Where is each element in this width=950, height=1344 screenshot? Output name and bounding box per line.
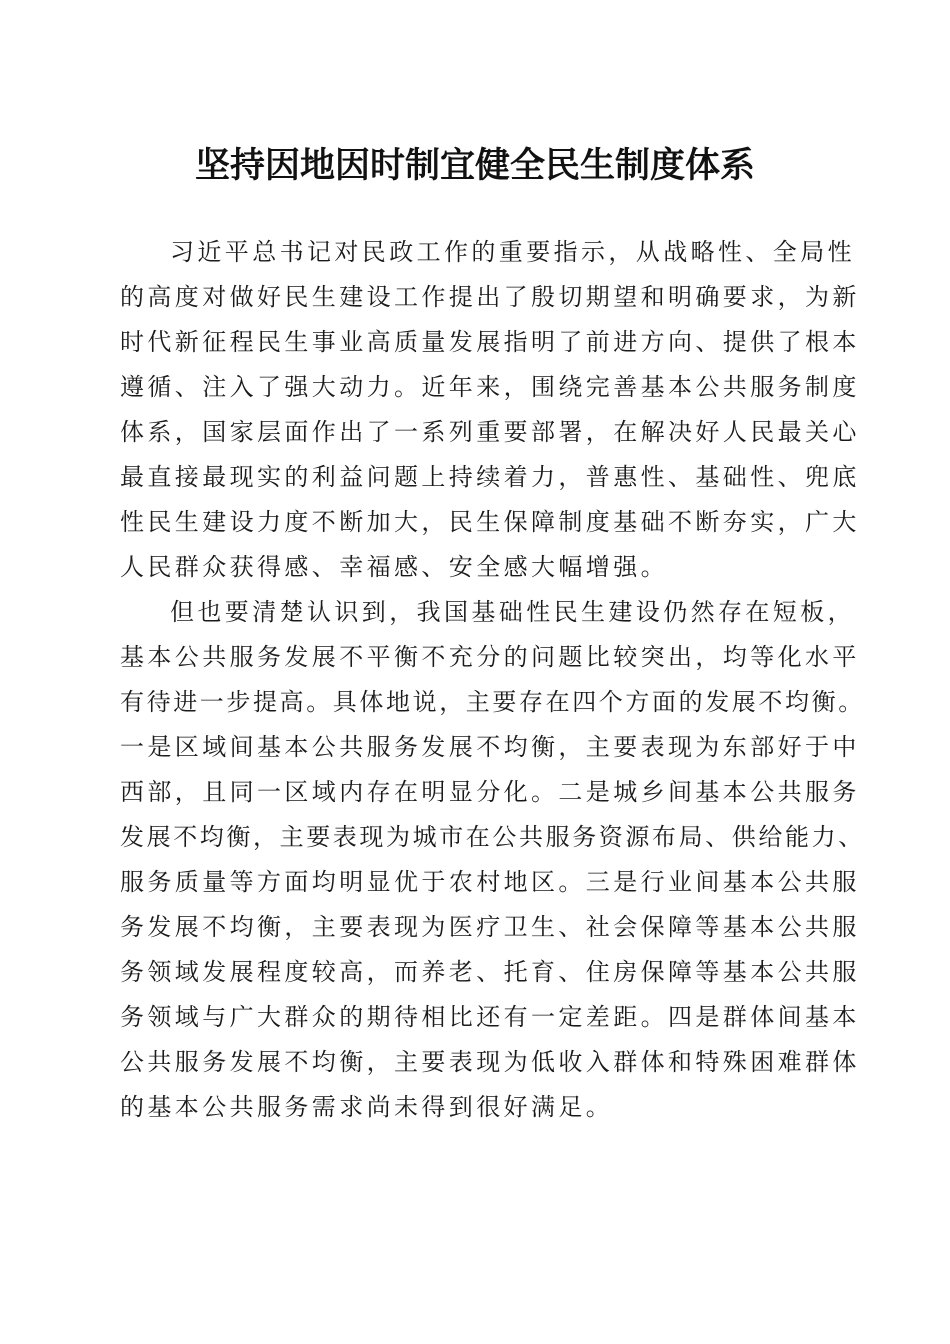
- paragraph-line: 服务质量等方面均明显优于农村地区。三是行业间基本公共服: [120, 868, 860, 896]
- paragraph-line: 习近平总书记对民政工作的重要指示，从战略性、全局性: [170, 238, 855, 266]
- paragraph-line: 务发展不均衡，主要表现为医疗卫生、社会保障等基本公共服: [120, 913, 860, 941]
- paragraph-line: 最直接最现实的利益问题上持续着力，普惠性、基础性、兜底: [120, 463, 860, 491]
- paragraph-line: 基本公共服务发展不平衡不充分的问题比较突出，均等化水平: [120, 643, 860, 671]
- paragraph-line: 时代新征程民生事业高质量发展指明了前进方向、提供了根本: [120, 328, 860, 356]
- paragraph-line: 公共服务发展不均衡，主要表现为低收入群体和特殊困难群体: [120, 1048, 860, 1076]
- paragraph-line: 性民生建设力度不断加大，民生保障制度基础不断夯实，广大: [120, 508, 860, 536]
- paragraph-line: 务领域与广大群众的期待相比还有一定差距。四是群体间基本: [120, 1003, 860, 1031]
- document-title: 坚持因地因时制宜健全民生制度体系: [194, 145, 755, 186]
- paragraph-line: 有待进一步提高。具体地说，主要存在四个方面的发展不均衡。: [120, 688, 865, 716]
- paragraph-line: 发展不均衡，主要表现为城市在公共服务资源布局、供给能力、: [120, 823, 865, 851]
- paragraph-line: 的高度对做好民生建设工作提出了殷切期望和明确要求，为新: [120, 283, 860, 311]
- paragraph-line: 一是区域间基本公共服务发展不均衡，主要表现为东部好于中: [120, 733, 860, 761]
- paragraph-line: 但也要清楚认识到，我国基础性民生建设仍然存在短板，: [170, 598, 855, 626]
- paragraph-line: 的基本公共服务需求尚未得到很好满足。: [120, 1093, 614, 1121]
- paragraph-line: 西部，且同一区域内存在明显分化。二是城乡间基本公共服务: [120, 778, 860, 806]
- paragraph-line: 体系，国家层面作出了一系列重要部署，在解决好人民最关心: [120, 418, 860, 446]
- paragraph-line: 人民群众获得感、幸福感、安全感大幅增强。: [120, 553, 668, 581]
- paragraph-line: 遵循、注入了强大动力。近年来，围绕完善基本公共服务制度: [120, 373, 860, 401]
- paragraph-line: 务领域发展程度较高，而养老、托育、住房保障等基本公共服: [120, 958, 860, 986]
